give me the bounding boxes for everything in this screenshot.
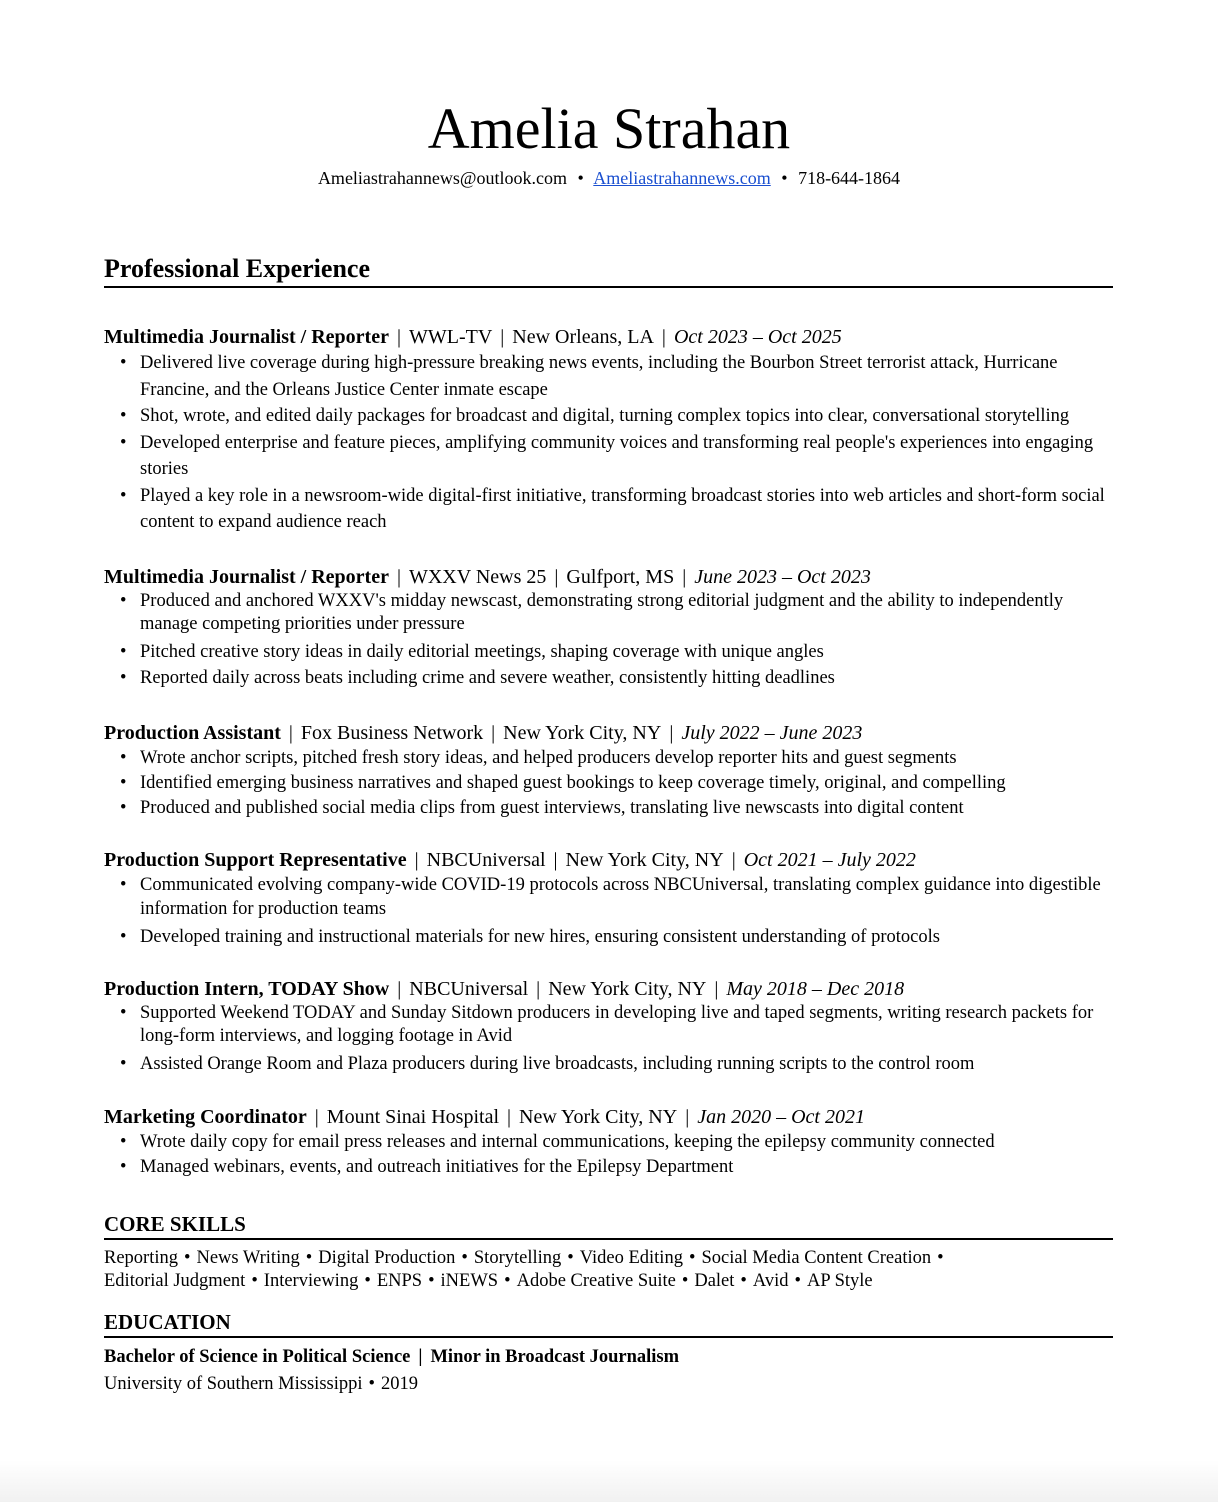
job-location: Gulfport, MS xyxy=(566,565,675,588)
job-title: Production Support Representative xyxy=(104,848,407,871)
job-bullet: • Developed enterprise and feature pieces, amplifying community voices and transforming real people's experiences into engaging stories xyxy=(104,430,1113,483)
skill-item: Interviewing xyxy=(263,1271,359,1291)
job-dates: May 2018 – Dec 2018 xyxy=(726,978,905,1000)
skill-item: News Writing xyxy=(196,1247,300,1268)
job-header: Production Assistant | Fox Business Network | New York City, NY | July 2022 – June 2023 xyxy=(104,721,863,744)
job-bullet: • Played a key role in a newsroom-wide digital-first initiative, transforming broadcast stories into web articles and short-form social content to expand audience reach xyxy=(104,483,1113,536)
skill-item: Social Media Content Creation xyxy=(701,1247,932,1268)
job-bullets xyxy=(104,590,1113,692)
job-title: Marketing Coordinator xyxy=(104,1105,307,1128)
job-header: Production Support Representative | NBCUniversal | New York City, NY | Oct 2021 – July 2022 xyxy=(104,848,916,871)
job-dates: Oct 2021 – July 2022 xyxy=(743,848,916,871)
skill-item: Adobe Creative Suite xyxy=(516,1271,676,1291)
skill-item: ENPS xyxy=(376,1271,423,1291)
degree-minor: Minor in Broadcast Journalism xyxy=(430,1346,680,1367)
job-location: New York City, NY xyxy=(565,848,724,871)
job-location: New Orleans, LA xyxy=(512,326,654,348)
skill-item: Digital Production xyxy=(318,1247,456,1268)
skill-item: AP Style xyxy=(807,1271,873,1291)
job-bullets xyxy=(104,1002,1113,1078)
skill-item: Dalet xyxy=(694,1271,735,1291)
job-bullet: • Reported daily across beats including crime and severe weather, consistently hitting deadlines xyxy=(104,665,1113,692)
phone-text: 718-644-1864 xyxy=(798,168,901,188)
skill-item: iNEWS xyxy=(440,1271,499,1291)
school-name: University of Southern Mississippi xyxy=(104,1373,363,1394)
job-org: Fox Business Network xyxy=(300,721,484,744)
job-bullets xyxy=(104,873,1113,951)
job-bullets xyxy=(104,350,1113,536)
job-bullet: • Delivered live coverage during high-pressure breaking news events, including the Bourbon Street terrorist attack, Hurricane Francine, and the Orleans Justice Center inmate escape xyxy=(104,350,1113,403)
job-bullet: • Identified emerging business narratives and shaped guest bookings to keep coverage timely, original, and compelling xyxy=(104,771,1113,796)
job-bullet: • Produced and published social media clips from guest interviews, translating live newscasts into digital content xyxy=(104,796,1113,821)
resume-content xyxy=(104,252,1113,1398)
job-bullets xyxy=(104,1130,1113,1180)
school-line: University of Southern Mississippi • 2019 xyxy=(104,1373,418,1394)
graduation-year: 2019 xyxy=(380,1373,418,1394)
job-header: Production Intern, TODAY Show | NBCUniversal | New York City, NY | May 2018 – Dec 2018 xyxy=(104,978,905,1000)
job-bullets xyxy=(104,746,1113,821)
degree-line: Bachelor of Science in Political Science | Minor in Broadcast Journalism xyxy=(104,1346,680,1367)
job-title: Multimedia Journalist / Reporter xyxy=(104,565,389,588)
job-org: NBCUniversal xyxy=(409,978,529,1000)
job-entry xyxy=(104,324,1113,536)
job-bullet: • Shot, wrote, and edited daily packages for broadcast and digital, turning complex topics into clear, conversational storytelling xyxy=(104,403,1113,430)
job-entry xyxy=(104,1104,1113,1180)
job-entry xyxy=(104,847,1113,951)
skill-item: Reporting xyxy=(104,1247,178,1268)
skill-item: Video Editing xyxy=(579,1247,683,1268)
job-entry xyxy=(104,720,1113,821)
skill-item: Editorial Judgment xyxy=(104,1271,246,1291)
skills-heading: CORE SKILLS xyxy=(104,1210,1113,1240)
email-text: Ameliastrahannews@outlook.com xyxy=(317,168,567,188)
job-bullet: • Pitched creative story ideas in daily editorial meetings, shaping coverage with unique angles xyxy=(104,639,1113,666)
experience-heading: Professional Experience xyxy=(104,252,1113,288)
job-entry xyxy=(104,976,1113,1078)
skill-item: Avid xyxy=(752,1271,789,1291)
job-location: New York City, NY xyxy=(519,1105,678,1128)
job-org: Mount Sinai Hospital xyxy=(326,1105,500,1128)
job-org: WXXV News 25 xyxy=(408,565,547,588)
job-bullet: • Supported Weekend TODAY and Sunday Sitdown producers in developing live and taped segments, writing research packets for long-form interviews, and logging footage in Avid xyxy=(104,1002,1113,1048)
job-entry xyxy=(104,564,1113,692)
job-bullet: • Produced and anchored WXXV's midday newscast, demonstrating strong editorial judgment and the ability to independently manage competing priorities under pressure xyxy=(104,590,1113,636)
job-header: Marketing Coordinator | Mount Sinai Hospital | New York City, NY | Jan 2020 – Oct 2021 xyxy=(104,1105,865,1128)
job-dates: July 2022 – June 2023 xyxy=(681,721,863,744)
degree-name: Bachelor of Science in Political Science xyxy=(104,1346,411,1367)
job-dates: Oct 2023 – Oct 2025 xyxy=(673,326,842,348)
job-bullet: • Wrote daily copy for email press releases and internal communications, keeping the epilepsy community connected xyxy=(104,1130,1113,1155)
job-bullet: • Assisted Orange Room and Plaza producers during live broadcasts, including running scripts to the control room xyxy=(104,1051,1113,1078)
job-bullet: • Managed webinars, events, and outreach initiatives for the Epilepsy Department xyxy=(104,1155,1113,1180)
job-header: Multimedia Journalist / Reporter | WXXV News 25 | Gulfport, MS | June 2023 – Oct 2023 xyxy=(104,565,871,588)
job-location: New York City, NY xyxy=(503,721,662,744)
website-link[interactable]: Ameliastrahannews.com xyxy=(593,168,771,188)
separator-dot: • xyxy=(577,168,584,188)
job-title: Multimedia Journalist / Reporter xyxy=(104,326,389,348)
candidate-name: Amelia Strahan xyxy=(427,96,791,161)
job-bullet: • Communicated evolving company-wide COVID-19 protocols across NBCUniversal, translating complex guidance into digestible information for production teams xyxy=(104,873,1113,921)
job-header: Multimedia Journalist / Reporter | WWL-TV | New Orleans, LA | Oct 2023 – Oct 2025 xyxy=(104,326,842,348)
job-bullet: • Developed training and instructional materials for new hires, ensuring consistent understanding of protocols xyxy=(104,924,1113,951)
job-org: NBCUniversal xyxy=(426,848,546,871)
education-heading: EDUCATION xyxy=(104,1308,1113,1338)
job-org: WWL-TV xyxy=(408,326,493,348)
contact-line xyxy=(0,165,1218,191)
job-title: Production Intern, TODAY Show xyxy=(104,978,390,1000)
job-title: Production Assistant xyxy=(104,721,281,744)
job-location: New York City, NY xyxy=(548,978,707,1000)
job-dates: June 2023 – Oct 2023 xyxy=(694,565,871,588)
skills-list: Reporting • News Writing • Digital Production • Storytelling • Video Editing • Social Media Content Creation • Editorial Judgment • Interviewing • ENPS • iNEWS • Adobe Creative Suite • Dalet • Avid • AP Style xyxy=(104,1247,944,1291)
job-dates: Jan 2020 – Oct 2021 xyxy=(697,1105,865,1128)
skill-item: Storytelling xyxy=(473,1247,562,1268)
job-bullet: • Wrote anchor scripts, pitched fresh story ideas, and helped producers develop reporter hits and guest segments xyxy=(104,746,1113,771)
separator-dot: • xyxy=(781,168,788,188)
